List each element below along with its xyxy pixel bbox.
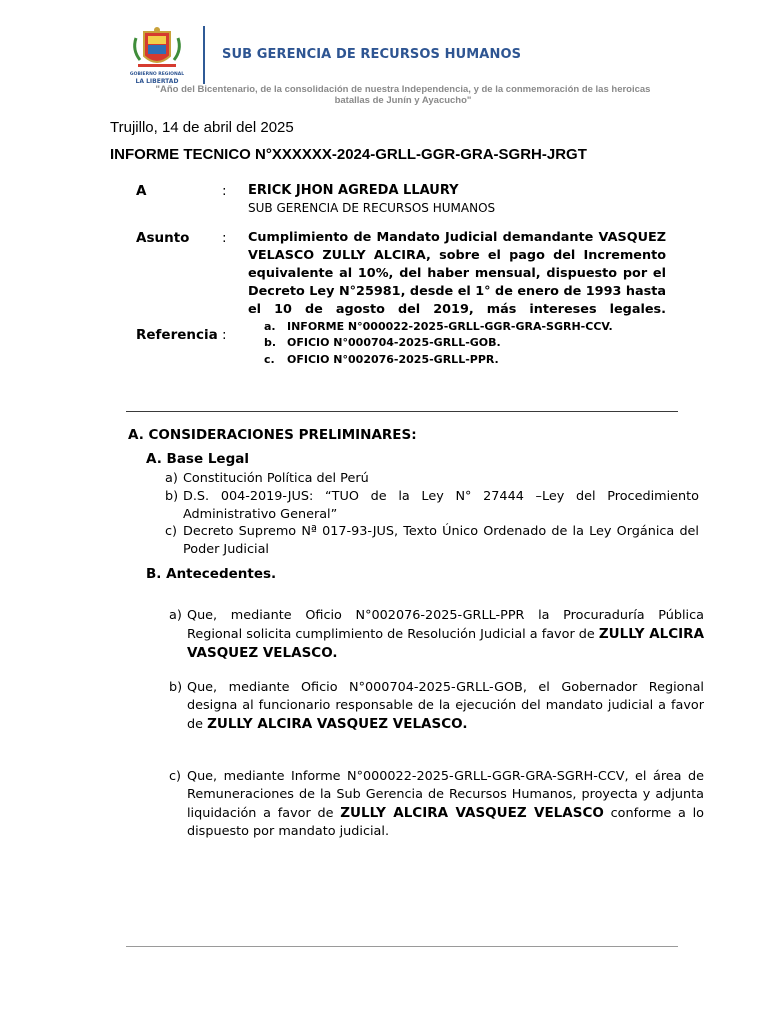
list-text [187,607,704,663]
logo-line2: LA LIBERTAD [135,78,179,85]
list-item [165,470,699,488]
reference-marker: a. [264,320,276,333]
list-marker: c) [169,769,182,784]
reference-colon: : [222,327,227,343]
reference-item [264,336,501,349]
list-marker: a) [169,608,182,623]
reference-text: OFICIO N°002076-2025-GRLL-PPR. [287,353,499,366]
list-text: Constitución Política del Perú [183,471,369,486]
list-item [169,607,704,661]
reference-item [264,353,499,366]
list-text: Decreto Supremo Nª 017-93-JUS, Texto Único Ordenado de la Ley Orgánica del Poder Judicial [183,524,699,557]
header-title: SUB GERENCIA DE RECURSOS HUMANOS [222,47,522,62]
list-item [165,523,699,559]
list-text [187,679,704,734]
beneficiary-name: ZULLY ALCIRA VASQUEZ VELASCO [340,805,604,821]
list-marker: b) [169,680,183,695]
list-text: D.S. 004-2019-JUS: “TUO de la Ley N° 27444 –Ley del Procedimiento Administrativo General” [183,489,699,522]
list-item [165,488,699,524]
list-marker: c) [165,524,178,539]
recipient-name: ERICK JHON AGREDA LLAURY [248,183,459,198]
section-divider [126,411,678,412]
list-text-body: Que, mediante Oficio N°000704-2025-GRLL-GOB, el Gobernador Regional designa al funcionario responsable de la ejecución del mandato judicial a favor de [187,680,704,732]
recipient-department: SUB GERENCIA DE RECURSOS HUMANOS [248,201,496,215]
to-colon: : [222,183,227,199]
list-marker: b) [165,489,179,504]
official-motto: "Año del Bicentenario, de la consolidación de nuestra Independencia, y de la conmemoración de las heroicas batallas de Junín y Ayacucho" [155,84,651,106]
reference-text: INFORME N°000022-2025-GRLL-GGR-GRA-SGRH-CCV. [287,320,613,333]
reference-item [264,320,613,333]
footer-divider [126,946,678,947]
subject-text: Cumplimiento de Mandato Judicial demandante VASQUEZ VELASCO ZULLY ALCIRA, sobre el pago del Incremento equivalente al 10%, del haber mensual, dispuesto por el Decreto Ley N°25981, desde el 1° de enero de 1993 hasta el 10 de agosto del 2019, más intereses legales. [248,230,666,317]
logo-line1: GOBIERNO REGIONAL [130,72,184,77]
list-text-tail: conforme a lo dispuesto por mandato judicial. [187,806,705,839]
beneficiary-name: ZULLY ALCIRA VASQUEZ VELASCO. [207,716,468,732]
report-title: INFORME TECNICO N°XXXXXX-2024-GRLL-GGR-GRA-SGRH-JRGT [110,146,587,163]
antecedentes-title: B. Antecedentes. [146,566,277,582]
to-label: A [136,183,147,199]
section-a-title: A. CONSIDERACIONES PRELIMINARES: [128,427,417,443]
reference-marker: b. [264,336,277,349]
reference-text: OFICIO N°000704-2025-GRLL-GOB. [287,336,501,349]
list-item [169,768,704,840]
list-item [169,679,704,733]
list-marker: a) [165,471,178,486]
list-text-body: Que, mediante Oficio N°002076-2025-GRLL-PPR la Procuraduría Pública Regional solicita cumplimiento de Resolución Judicial a favor de [187,608,704,642]
document-date: Trujillo, 14 de abril del 2025 [110,119,294,136]
list-text [187,768,704,841]
subject-colon: : [222,230,227,246]
subject-label: Asunto [136,230,190,246]
regional-government-logo [130,26,184,88]
header-divider [203,26,205,84]
base-legal-title: A. Base Legal [146,451,249,467]
reference-label: Referencia [136,327,218,343]
reference-marker: c. [264,353,275,366]
beneficiary-name: ZULLY ALCIRA VASQUEZ VELASCO. [187,626,705,661]
list-text-body: Que, mediante Informe N°000022-2025-GRLL-GGR-GRA-SGRH-CCV, el área de Remuneraciones de la Sub Gerencia de Recursos Humanos, proyecta y adjunta liquidación a favor de [187,769,704,821]
